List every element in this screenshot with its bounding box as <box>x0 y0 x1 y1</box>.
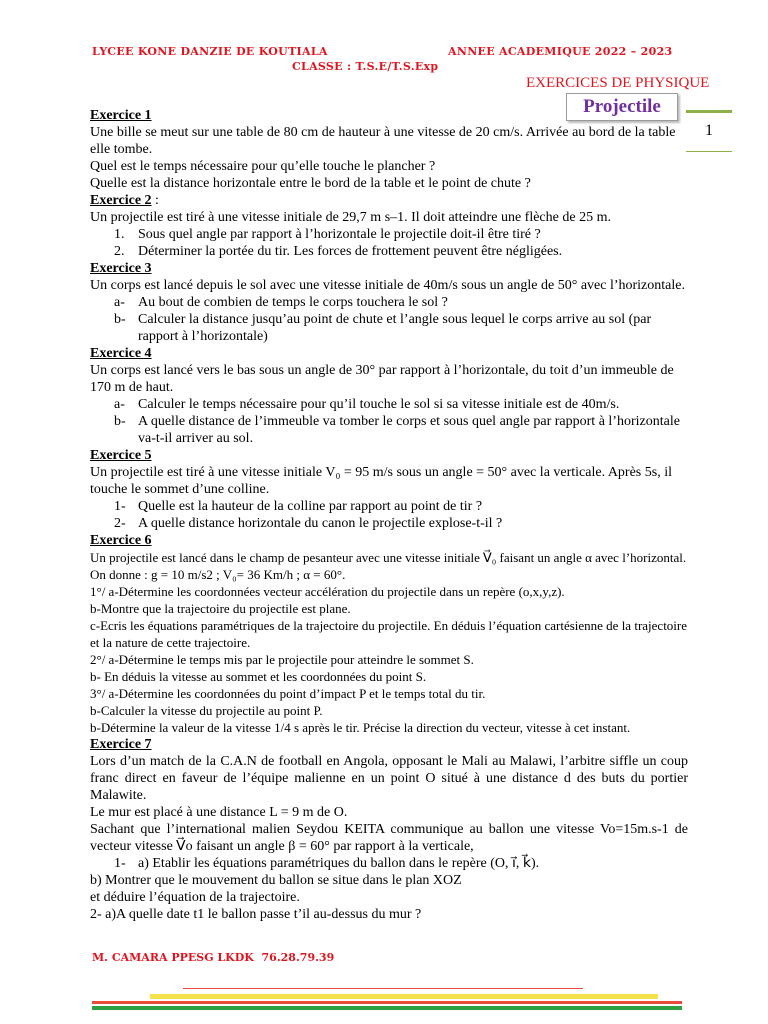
exercise-content <box>90 107 688 923</box>
exercise-7-line-5: et déduire l’équation de la trajectoire. <box>90 890 300 905</box>
exercise-5 <box>90 447 688 532</box>
item-marker: 1. <box>114 227 125 242</box>
footer-rule-red-thin <box>183 988 583 989</box>
exercise-7 <box>90 736 688 923</box>
exercise-2 <box>90 192 688 260</box>
footer-rule-yellow <box>150 994 658 999</box>
exercise-7-line-6: 2- a)A quelle date t1 le ballon passe t’il au-dessus du mur ? <box>90 907 422 922</box>
exercise-1-question-2: Quelle est la distance horizontale entre le bord de la table et le point de chute ? <box>90 176 531 191</box>
item-marker: b- <box>114 312 126 327</box>
exercise-7-item-1 <box>90 855 688 872</box>
footer-rule-green <box>92 1006 682 1010</box>
page-number-rule-bottom <box>686 151 732 152</box>
exercise-5-item-2 <box>90 515 688 532</box>
exercise-3-title: Exercice 3 <box>90 261 152 276</box>
page-number: 1 <box>705 122 713 139</box>
item-marker: a- <box>114 295 125 310</box>
exercise-5-title: Exercice 5 <box>90 448 152 463</box>
exercise-4-item-a <box>90 396 688 413</box>
exercise-2-statement: Un projectile est tiré à une vitesse initiale de 29,7 m s–1. Il doit atteindre une flèche de 25 m. <box>90 210 611 225</box>
author-phone: 76.28.79.39 <box>261 951 335 964</box>
exercise-3-statement: Un corps est lancé depuis le sol avec une vitesse initiale de 40m/s sous un angle de 50° avec l’horizontale. <box>90 278 685 293</box>
exercise-4 <box>90 345 688 447</box>
exercise-7-line-3: Sachant que l’international malien Seydou KEITA communique au ballon une vitesse Vo=15m.s-1 de vecteur vitesse V⃗o faisant un angle β = 60° par rapport à la verticale, <box>90 822 688 854</box>
exercise-6-line-8: b-Calculer la vitesse du projectile au point P. <box>90 703 323 718</box>
exercise-7-line-2: Le mur est placé à une distance L = 9 m de O. <box>90 805 348 820</box>
item-marker: 1- <box>114 499 126 514</box>
school-name: LYCEE KONE DANZIE DE KOUTIALA <box>92 45 328 58</box>
exercise-3-item-b <box>90 311 688 345</box>
exercise-6-line-5: 2°/ a-Détermine le temps mis par le projectile pour atteindre le sommet S. <box>90 652 474 667</box>
exercise-2-title: Exercice 2 <box>90 193 152 208</box>
exercise-6-statement: Un projectile est lancé dans le champ de pesanteur avec une vitesse initiale V⃗₀ faisant un angle α avec l’horizontal. On donne : g = 10 m/s2 ; V₀= 36 Km/h ; α = 60°. <box>90 550 687 582</box>
exercise-1-statement: Une bille se meut sur une table de 80 cm de hauteur à une vitesse de 20 cm/s. Arrivée au bord de la table elle tombe. <box>90 125 676 157</box>
item-text: Sous quel angle par rapport à l’horizontale le projectile doit-il être tiré ? <box>138 227 541 242</box>
footer-author <box>92 951 334 964</box>
exercise-6-line-4: c-Ecris les équations paramétriques de la trajectoire du projectile. En déduis l’équation cartésienne de la trajectoire et la nature de cette trajectoire. <box>90 618 688 650</box>
item-text: Quelle est la hauteur de la colline par rapport au point de tir ? <box>138 499 483 514</box>
exercise-2-item-2 <box>90 243 688 260</box>
author-name: M. CAMARA PPESG LKDK <box>92 951 254 964</box>
exercise-2-title-colon: : <box>151 193 159 208</box>
exercise-6-title: Exercice 6 <box>90 533 152 548</box>
footer-rule-red <box>92 1001 682 1004</box>
item-marker: 2- <box>114 516 126 531</box>
item-marker: b- <box>114 414 126 429</box>
exercise-5-statement: Un projectile est tiré à une vitesse initiale V₀ = 95 m/s sous un angle = 50° avec la verticale. Après 5s, il touche le sommet d’une colline. <box>90 465 672 497</box>
item-text: a) Etablir les équations paramétriques du ballon dans le repère (O, i⃗, k⃗). <box>138 856 540 871</box>
item-text: Déterminer la portée du tir. Les forces de frottement peuvent être négligées. <box>138 244 563 259</box>
item-marker: a- <box>114 397 125 412</box>
item-text: Calculer la distance jusqu’au point de chute et l’angle sous lequel le corps arrive au sol (par rapport à l’horizontale) <box>138 312 652 344</box>
item-marker: 1- <box>114 856 126 871</box>
exercise-5-item-1 <box>90 498 688 515</box>
exercise-1-question-1: Quel est le temps nécessaire pour qu’elle touche le plancher ? <box>90 159 436 174</box>
exercise-7-line-4: b) Montrer que le mouvement du ballon se situe dans le plan XOZ <box>90 873 462 888</box>
item-marker: 2. <box>114 244 125 259</box>
exercise-1 <box>90 107 688 192</box>
exercises-title: EXERCICES DE PHYSIQUE <box>526 75 710 91</box>
exercise-1-title: Exercice 1 <box>90 108 152 123</box>
exercise-7-statement: Lors d’un match de la C.A.N de football en Angola, opposant le Mali au Malawi, l’arbitre siffle un coup franc direct en faveur de l’équipe malienne en un point O situé à une distance d des buts du portier Malawite. <box>90 754 688 803</box>
topic-box: Projectile <box>566 93 678 121</box>
exercise-7-title: Exercice 7 <box>90 737 152 752</box>
academic-year: ANNEE ACADEMIQUE 2022 – 2023 <box>448 45 673 58</box>
item-text: Calculer le temps nécessaire pour qu’il touche le sol si sa vitesse initiale est de 40m/s. <box>138 397 620 412</box>
exercise-3-item-a <box>90 294 688 311</box>
item-text: Au bout de combien de temps le corps touchera le sol ? <box>138 295 448 310</box>
exercise-3 <box>90 260 688 345</box>
exercise-6-line-3: b-Montre que la trajectoire du projectile est plane. <box>90 601 351 616</box>
exercise-6 <box>90 532 688 736</box>
exercise-6-line-7: 3°/ a-Détermine les coordonnées du point d’impact P et le temps total du tir. <box>90 686 486 701</box>
exercise-4-statement: Un corps est lancé vers le bas sous un angle de 30° par rapport à l’horizontale, du toit d’un immeuble de 170 m de haut. <box>90 363 674 395</box>
item-text: A quelle distance horizontale du canon le projectile explose-t-il ? <box>138 516 503 531</box>
exercise-6-line-6: b- En déduis la vitesse au sommet et les coordonnées du point S. <box>90 669 427 684</box>
exercise-4-item-b <box>90 413 688 447</box>
exercise-2-item-1 <box>90 226 688 243</box>
exercise-6-line-9: b-Détermine la valeur de la vitesse 1/4 s après le tir. Précise la direction du vecteur, vitesse à cet instant. <box>90 720 631 735</box>
page-number-rule-top <box>686 110 732 113</box>
exercise-4-title: Exercice 4 <box>90 346 152 361</box>
exercise-6-line-2: 1°/ a-Détermine les coordonnées vecteur accélération du projectile dans un repère (o,x,y,z). <box>90 584 565 599</box>
item-text: A quelle distance de l’immeuble va tomber le corps et sous quel angle par rapport à l’horizontale va-t-il arriver au sol. <box>138 414 680 446</box>
class-label: CLASSE : T.S.E/T.S.Exp <box>292 60 439 73</box>
